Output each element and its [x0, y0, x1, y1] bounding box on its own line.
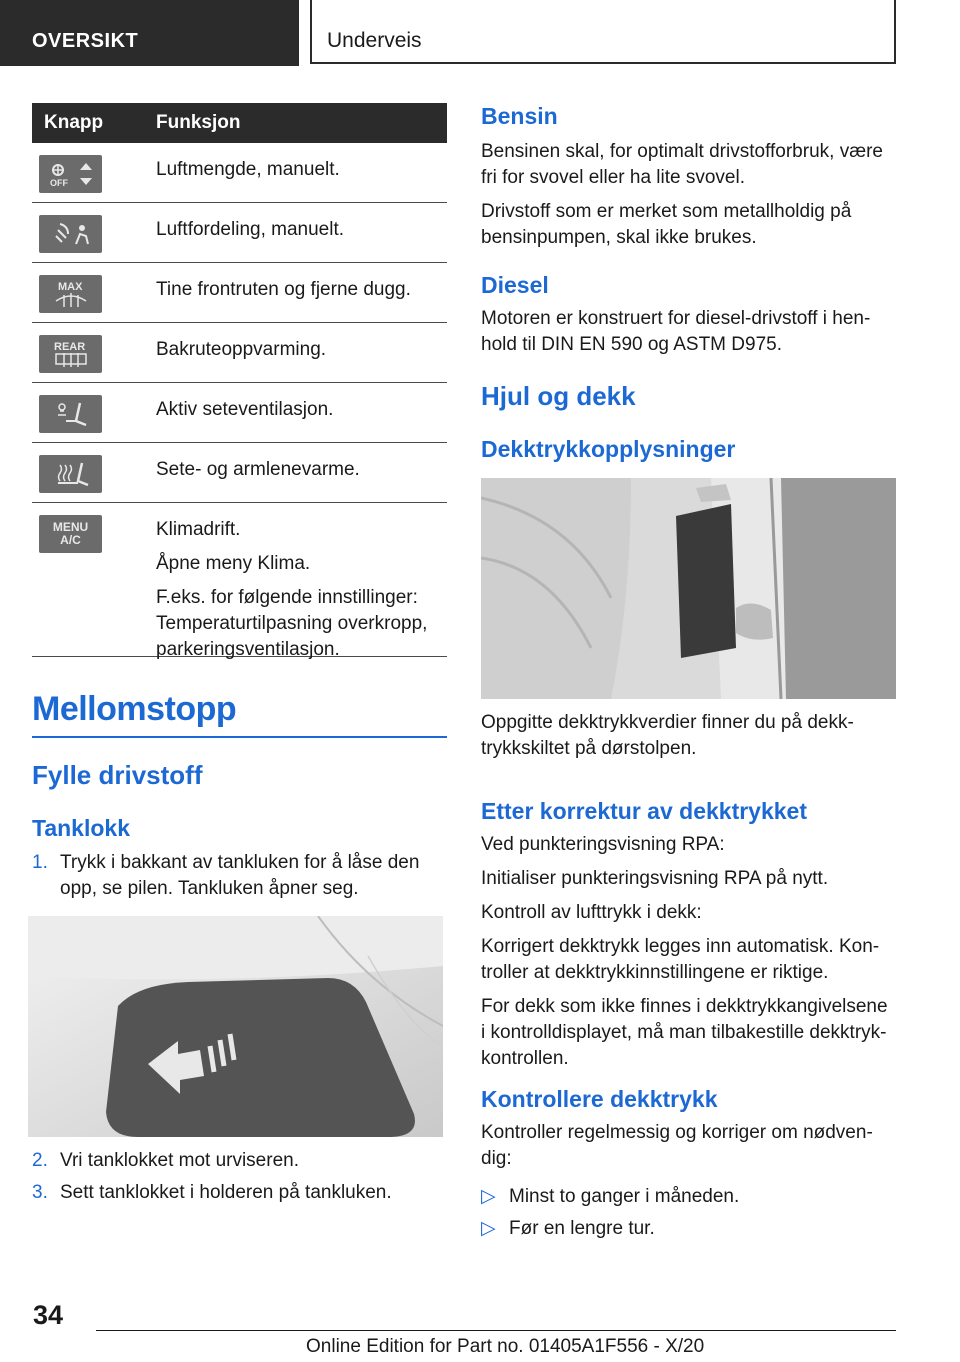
topic-heading: Diesel	[481, 272, 549, 298]
table-row	[32, 203, 447, 263]
chapter-tab	[310, 0, 896, 64]
menu-ac-icon: MENU A/C	[39, 515, 102, 553]
rear-defrost-icon	[39, 335, 102, 373]
topic-heading: Kontrollere dekktrykk	[481, 1086, 718, 1112]
table-row	[32, 383, 447, 443]
function-text: Luftmengde, manuelt.	[156, 159, 340, 180]
svg-text:MAX: MAX	[57, 281, 82, 293]
seat-heating-icon	[39, 455, 102, 493]
topic-heading: Tanklokk	[32, 815, 130, 841]
diesel-text: Motoren er konstruert for diesel-drivstoff i hen-hold til DIN EN 590 og ASTM D975.	[481, 308, 871, 355]
table-row	[32, 443, 447, 503]
function-text: Luftfordeling, manuelt.	[156, 219, 345, 240]
list-item: 3. Sett tanklokket i holderen på tankluken.	[32, 1182, 392, 1203]
footer-rule	[96, 1330, 896, 1331]
list-item: ▷ Før en lengre tur.	[481, 1218, 655, 1239]
fan-off-icon	[39, 155, 102, 193]
function-text: F.eks. for følgende innstillinger: Temperaturtilpasning overkropp, parkeringsventilasjon.	[156, 587, 428, 660]
function-text: Aktiv seteventilasjon.	[156, 399, 334, 420]
table-row	[32, 503, 447, 660]
section-heading: Mellomstopp	[32, 690, 447, 738]
section-title: OVERSIKT	[32, 30, 139, 52]
topic-heading: Etter korrektur av dekktrykket	[481, 798, 807, 824]
function-text: Bakruteoppvarming.	[156, 339, 327, 360]
bensin-text: Bensinen skal, for optimalt drivstofforbruk, være fri for svovel eller ha lite svovel. Drivstoff som er merket som metallholdig på bensinpumpen, skal ikke brukes.	[481, 141, 883, 248]
etter-text: Ved punkteringsvisning RPA: Initialiser punkteringsvisning RPA på nytt. Kontroll av lufttrykk i dekk: Korrigert dekktrykk legges inn automatisk. Kon-troller at dekktrykkinnstillingene er riktige. For dekk som ikke finnes i dekktrykkangivelsene i kontrolldisplayet, må man tilbakestille dekktryk-kontrollen.	[481, 834, 888, 1069]
seat-ventilation-icon	[39, 395, 102, 433]
dekk-text: Oppgitte dekktrykkverdier finner du på dekk-trykkskiltet på dørstolpen.	[481, 712, 854, 759]
table-row	[32, 143, 447, 203]
subsection-heading: Hjul og dekk	[481, 381, 636, 411]
chapter-title: Underveis	[327, 29, 422, 52]
step-list-2	[32, 1148, 447, 1206]
edition-note: Online Edition for Part no. 01405A1F556 - X/20	[306, 1336, 705, 1357]
function-text: Åpne meny Klima.	[156, 553, 311, 574]
topic-heading: Dekktrykkopplysninger	[481, 436, 736, 462]
table-row	[32, 263, 447, 323]
table-row	[32, 323, 447, 383]
function-text: Tine frontruten og fjerne dugg.	[156, 279, 411, 300]
list-item: 2. Vri tanklokket mot urviseren.	[32, 1150, 299, 1171]
fuel-flap-image	[28, 916, 443, 1137]
function-text: Klimadrift.	[156, 519, 241, 540]
col-header-function: Funksjon	[156, 112, 241, 133]
list-item: ▷ Minst to ganger i måneden.	[481, 1186, 740, 1207]
button-function-table	[32, 103, 447, 660]
page-number: 34	[33, 1300, 64, 1330]
col-header-button: Knapp	[44, 112, 104, 133]
max-defrost-icon	[39, 275, 102, 313]
list-item: 1. Trykk i bakkant av tankluken for å låse den opp, se pilen. Tankluken åpner seg.	[32, 852, 420, 899]
svg-text:REAR: REAR	[53, 341, 85, 353]
step-list-1	[32, 850, 447, 902]
air-distribution-icon	[39, 215, 102, 253]
function-text: Sete- og armlenevarme.	[156, 459, 360, 480]
topic-heading: Bensin	[481, 103, 558, 129]
kontr-text: Kontroller regelmessig og korriger om nødven-dig: ▷ Minst to ganger i måneden. ▷ Før en lengre tur.	[481, 1120, 896, 1242]
subsection-heading: Fylle drivstoff	[32, 760, 203, 790]
door-pillar-image	[481, 478, 896, 699]
section-tab	[0, 0, 299, 66]
svg-text:OFF: OFF	[49, 178, 68, 188]
table-header	[32, 103, 447, 143]
